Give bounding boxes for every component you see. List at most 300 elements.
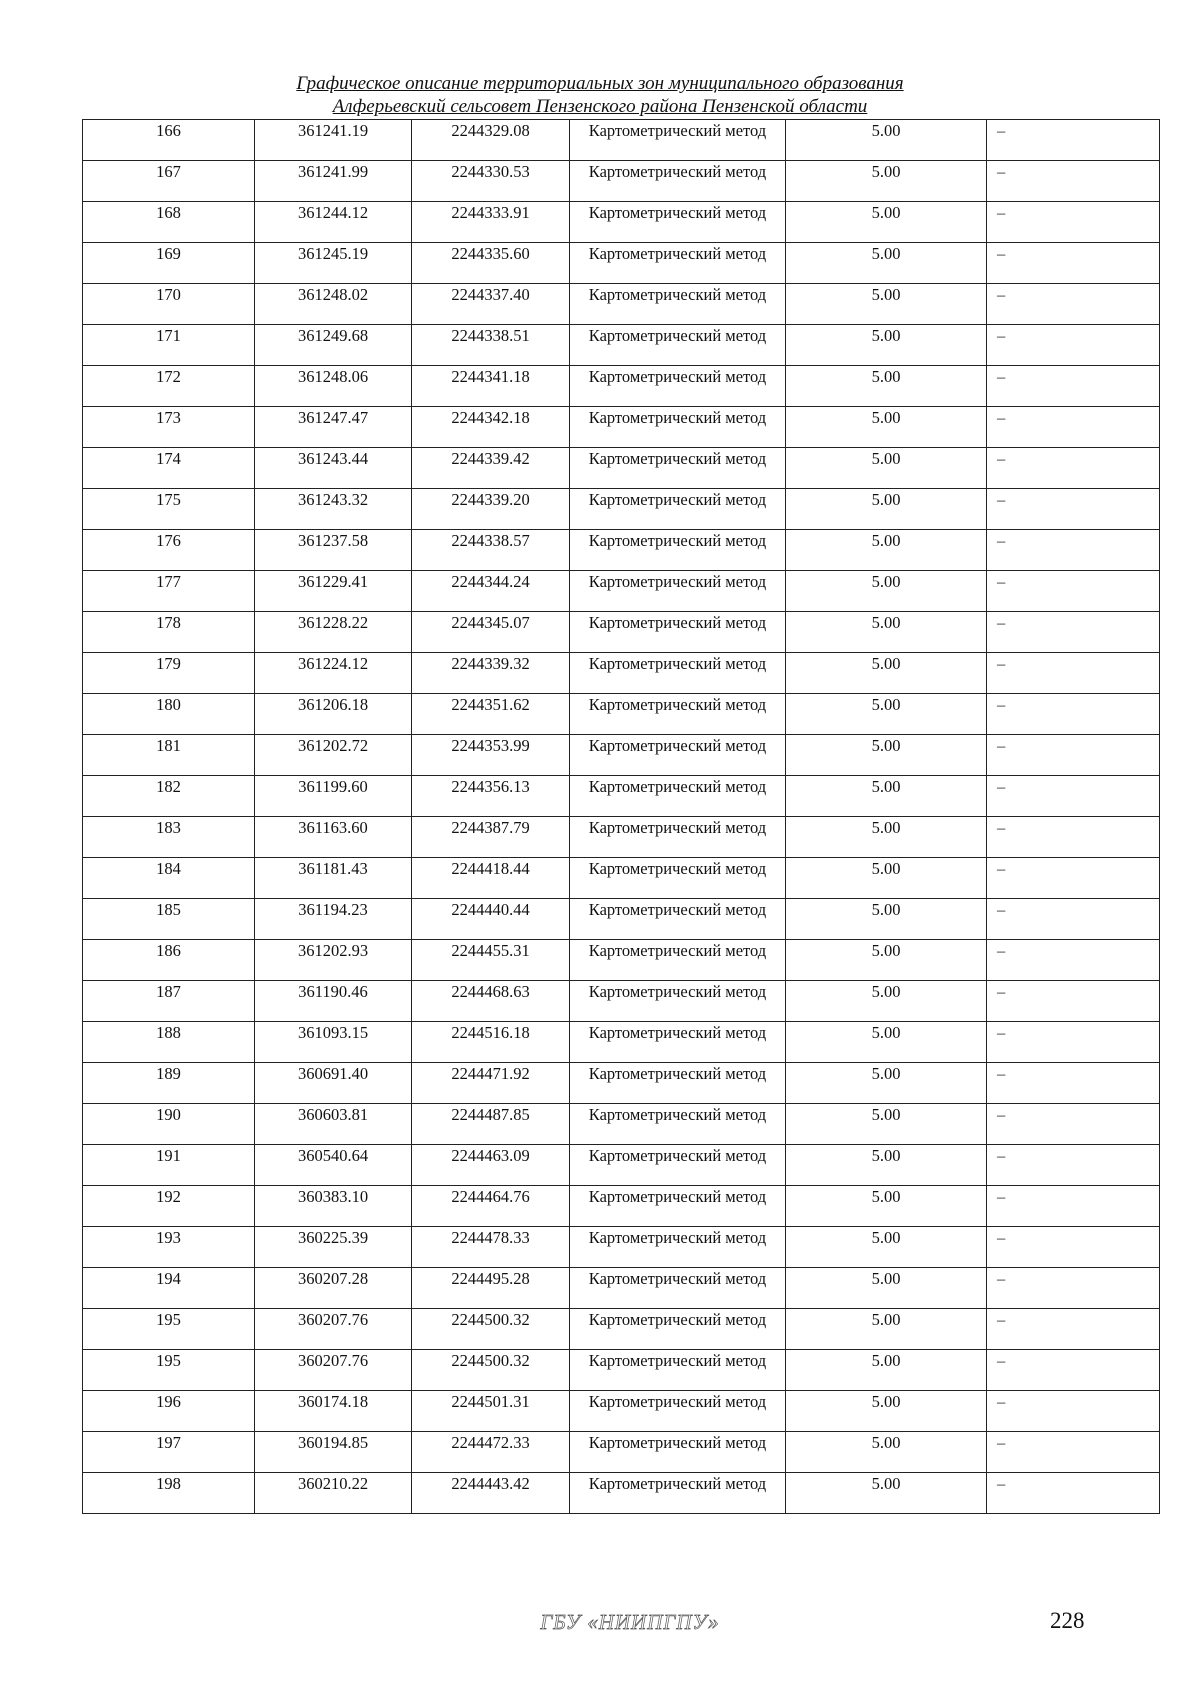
note-cell-text: – bbox=[997, 777, 1006, 796]
note-cell bbox=[987, 1227, 1160, 1268]
x-coordinate-cell bbox=[255, 1227, 412, 1268]
method-cell bbox=[570, 243, 786, 284]
point-number-cell bbox=[83, 653, 255, 694]
note-cell bbox=[987, 489, 1160, 530]
point-number-cell bbox=[83, 1145, 255, 1186]
point-number-cell bbox=[83, 1473, 255, 1514]
y-coordinate-cell-text: 2244333.91 bbox=[451, 203, 530, 222]
method-cell-text: Картометрический метод bbox=[588, 859, 767, 878]
x-coordinate-cell-text: 360210.22 bbox=[297, 1474, 369, 1493]
note-cell bbox=[987, 161, 1160, 202]
x-coordinate-cell-text: 361202.72 bbox=[297, 736, 369, 755]
point-number-cell bbox=[83, 735, 255, 776]
table-row bbox=[83, 530, 1160, 571]
method-cell bbox=[570, 1063, 786, 1104]
accuracy-cell bbox=[786, 325, 987, 366]
y-coordinate-cell-text: 2244342.18 bbox=[451, 408, 530, 427]
y-coordinate-cell bbox=[412, 202, 570, 243]
x-coordinate-cell bbox=[255, 612, 412, 653]
table-row bbox=[83, 1227, 1160, 1268]
accuracy-cell-text: 5.00 bbox=[871, 203, 901, 222]
accuracy-cell-text: 5.00 bbox=[871, 1392, 901, 1411]
y-coordinate-cell-text: 2244501.31 bbox=[451, 1392, 530, 1411]
y-coordinate-cell-text: 2244344.24 bbox=[451, 572, 530, 591]
accuracy-cell bbox=[786, 776, 987, 817]
note-cell-text: – bbox=[997, 1433, 1006, 1452]
header-title-line-2: Алферьевский сельсовет Пензенского района Пензенской области bbox=[332, 96, 868, 117]
method-cell-text: Картометрический метод bbox=[588, 490, 767, 509]
note-cell bbox=[987, 1391, 1160, 1432]
note-cell-text: – bbox=[997, 859, 1006, 878]
note-cell-text: – bbox=[997, 1105, 1006, 1124]
table-row bbox=[83, 612, 1160, 653]
point-number-cell bbox=[83, 284, 255, 325]
table-row bbox=[83, 325, 1160, 366]
point-number-cell bbox=[83, 1104, 255, 1145]
method-cell-text: Картометрический метод bbox=[588, 1187, 767, 1206]
x-coordinate-cell-text: 361241.19 bbox=[297, 121, 369, 140]
y-coordinate-cell bbox=[412, 858, 570, 899]
method-cell bbox=[570, 653, 786, 694]
y-coordinate-cell-text: 2244337.40 bbox=[451, 285, 530, 304]
x-coordinate-cell-text: 361163.60 bbox=[298, 818, 368, 837]
note-cell-text: – bbox=[997, 572, 1006, 591]
point-number-cell-text: 187 bbox=[156, 982, 181, 1001]
accuracy-cell bbox=[786, 1227, 987, 1268]
note-cell bbox=[987, 284, 1160, 325]
table-row bbox=[83, 161, 1160, 202]
y-coordinate-cell-text: 2244353.99 bbox=[451, 736, 530, 755]
y-coordinate-cell bbox=[412, 1186, 570, 1227]
accuracy-cell-text: 5.00 bbox=[871, 531, 901, 550]
accuracy-cell bbox=[786, 120, 987, 161]
note-cell-text: – bbox=[997, 326, 1006, 345]
note-cell bbox=[987, 1063, 1160, 1104]
note-cell-text: – bbox=[997, 1392, 1006, 1411]
note-cell-text: – bbox=[997, 1146, 1006, 1165]
method-cell bbox=[570, 1104, 786, 1145]
x-coordinate-cell bbox=[255, 940, 412, 981]
x-coordinate-cell-text: 361194.23 bbox=[298, 900, 368, 919]
method-cell bbox=[570, 1268, 786, 1309]
point-number-cell bbox=[83, 940, 255, 981]
point-number-cell-text: 189 bbox=[156, 1064, 181, 1083]
method-cell-text: Картометрический метод bbox=[588, 1269, 767, 1288]
y-coordinate-cell bbox=[412, 1104, 570, 1145]
point-number-cell-text: 182 bbox=[156, 777, 181, 796]
table-row bbox=[83, 1104, 1160, 1145]
y-coordinate-cell bbox=[412, 284, 570, 325]
note-cell bbox=[987, 1268, 1160, 1309]
method-cell bbox=[570, 940, 786, 981]
note-cell-text: – bbox=[997, 695, 1006, 714]
point-number-cell bbox=[83, 1432, 255, 1473]
table-row bbox=[83, 1268, 1160, 1309]
method-cell bbox=[570, 202, 786, 243]
accuracy-cell bbox=[786, 653, 987, 694]
accuracy-cell-text: 5.00 bbox=[871, 859, 901, 878]
accuracy-cell-text: 5.00 bbox=[871, 654, 901, 673]
note-cell-text: – bbox=[997, 654, 1006, 673]
point-number-cell-text: 167 bbox=[156, 162, 181, 181]
accuracy-cell-text: 5.00 bbox=[871, 244, 901, 263]
method-cell-text: Картометрический метод bbox=[588, 1146, 767, 1165]
method-cell bbox=[570, 612, 786, 653]
accuracy-cell bbox=[786, 1186, 987, 1227]
note-cell-text: – bbox=[997, 613, 1006, 632]
accuracy-cell bbox=[786, 1104, 987, 1145]
y-coordinate-cell-text: 2244338.51 bbox=[451, 326, 530, 345]
note-cell-text: – bbox=[997, 736, 1006, 755]
y-coordinate-cell-text: 2244468.63 bbox=[451, 982, 530, 1001]
point-number-cell bbox=[83, 243, 255, 284]
x-coordinate-cell bbox=[255, 653, 412, 694]
table-row bbox=[83, 571, 1160, 612]
note-cell bbox=[987, 1145, 1160, 1186]
x-coordinate-cell-text: 361244.12 bbox=[297, 203, 369, 222]
y-coordinate-cell bbox=[412, 694, 570, 735]
x-coordinate-cell bbox=[255, 776, 412, 817]
y-coordinate-cell bbox=[412, 1432, 570, 1473]
method-cell-text: Картометрический метод bbox=[588, 531, 767, 550]
note-cell bbox=[987, 202, 1160, 243]
accuracy-cell bbox=[786, 1145, 987, 1186]
x-coordinate-cell-text: 361241.99 bbox=[297, 162, 369, 181]
accuracy-cell bbox=[786, 1268, 987, 1309]
point-number-cell-text: 173 bbox=[156, 408, 181, 427]
note-cell bbox=[987, 1104, 1160, 1145]
point-number-cell bbox=[83, 1268, 255, 1309]
x-coordinate-cell bbox=[255, 1309, 412, 1350]
accuracy-cell-text: 5.00 bbox=[871, 449, 901, 468]
coordinates-table bbox=[82, 119, 1160, 1514]
footer-organization: ГБУ «НИИПГПУ» bbox=[540, 1610, 720, 1634]
method-cell-text: Картометрический метод bbox=[588, 1228, 767, 1247]
point-number-cell bbox=[83, 571, 255, 612]
method-cell bbox=[570, 1309, 786, 1350]
point-number-cell-text: 176 bbox=[156, 531, 181, 550]
x-coordinate-cell-text: 361249.68 bbox=[297, 326, 369, 345]
method-cell-text: Картометрический метод bbox=[588, 203, 767, 222]
note-cell bbox=[987, 120, 1160, 161]
table-row bbox=[83, 1063, 1160, 1104]
x-coordinate-cell bbox=[255, 243, 412, 284]
accuracy-cell bbox=[786, 243, 987, 284]
note-cell-text: – bbox=[997, 1269, 1006, 1288]
y-coordinate-cell bbox=[412, 735, 570, 776]
y-coordinate-cell bbox=[412, 448, 570, 489]
x-coordinate-cell bbox=[255, 407, 412, 448]
note-cell-text: – bbox=[997, 818, 1006, 837]
accuracy-cell-text: 5.00 bbox=[871, 1023, 901, 1042]
accuracy-cell-text: 5.00 bbox=[871, 777, 901, 796]
table-row bbox=[83, 243, 1160, 284]
note-cell bbox=[987, 981, 1160, 1022]
accuracy-cell bbox=[786, 448, 987, 489]
method-cell-text: Картометрический метод bbox=[588, 613, 767, 632]
x-coordinate-cell bbox=[255, 1104, 412, 1145]
y-coordinate-cell-text: 2244387.79 bbox=[451, 818, 530, 837]
x-coordinate-cell-text: 361229.41 bbox=[297, 572, 369, 591]
x-coordinate-cell bbox=[255, 1022, 412, 1063]
y-coordinate-cell-text: 2244329.08 bbox=[451, 121, 530, 140]
x-coordinate-cell-text: 361206.18 bbox=[297, 695, 369, 714]
x-coordinate-cell-text: 361243.44 bbox=[297, 449, 369, 468]
method-cell-text: Картометрический метод bbox=[588, 1310, 767, 1329]
method-cell-text: Картометрический метод bbox=[588, 900, 767, 919]
point-number-cell-text: 197 bbox=[156, 1433, 181, 1452]
method-cell bbox=[570, 981, 786, 1022]
x-coordinate-cell-text: 361202.93 bbox=[297, 941, 369, 960]
note-cell bbox=[987, 735, 1160, 776]
x-coordinate-cell-text: 360225.39 bbox=[297, 1228, 369, 1247]
point-number-cell-text: 166 bbox=[156, 121, 181, 140]
method-cell-text: Картометрический метод bbox=[588, 941, 767, 960]
y-coordinate-cell bbox=[412, 1022, 570, 1063]
x-coordinate-cell bbox=[255, 694, 412, 735]
x-coordinate-cell bbox=[255, 284, 412, 325]
method-cell bbox=[570, 489, 786, 530]
y-coordinate-cell-text: 2244440.44 bbox=[451, 900, 530, 919]
method-cell-text: Картометрический метод bbox=[588, 654, 767, 673]
point-number-cell bbox=[83, 1309, 255, 1350]
point-number-cell bbox=[83, 1022, 255, 1063]
accuracy-cell bbox=[786, 489, 987, 530]
note-cell bbox=[987, 448, 1160, 489]
x-coordinate-cell bbox=[255, 858, 412, 899]
y-coordinate-cell-text: 2244472.33 bbox=[451, 1433, 530, 1452]
page-header bbox=[0, 72, 1200, 118]
method-cell-text: Картометрический метод bbox=[588, 162, 767, 181]
table-row bbox=[83, 1391, 1160, 1432]
point-number-cell-text: 170 bbox=[156, 285, 181, 304]
table-row bbox=[83, 1432, 1160, 1473]
table-row bbox=[83, 776, 1160, 817]
point-number-cell bbox=[83, 612, 255, 653]
point-number-cell bbox=[83, 202, 255, 243]
point-number-cell-text: 190 bbox=[156, 1105, 181, 1124]
point-number-cell bbox=[83, 366, 255, 407]
point-number-cell bbox=[83, 1063, 255, 1104]
y-coordinate-cell-text: 2244500.32 bbox=[451, 1310, 530, 1329]
table-row bbox=[83, 1145, 1160, 1186]
accuracy-cell-text: 5.00 bbox=[871, 121, 901, 140]
y-coordinate-cell bbox=[412, 1268, 570, 1309]
method-cell-text: Картометрический метод bbox=[588, 1433, 767, 1452]
method-cell-text: Картометрический метод bbox=[588, 982, 767, 1001]
y-coordinate-cell bbox=[412, 981, 570, 1022]
accuracy-cell-text: 5.00 bbox=[871, 162, 901, 181]
x-coordinate-cell bbox=[255, 571, 412, 612]
note-cell-text: – bbox=[997, 162, 1006, 181]
accuracy-cell-text: 5.00 bbox=[871, 1064, 901, 1083]
x-coordinate-cell-text: 361093.15 bbox=[297, 1023, 369, 1042]
table-row bbox=[83, 1473, 1160, 1514]
accuracy-cell bbox=[786, 1022, 987, 1063]
table-row bbox=[83, 858, 1160, 899]
method-cell bbox=[570, 120, 786, 161]
x-coordinate-cell-text: 361224.12 bbox=[297, 654, 369, 673]
table-row bbox=[83, 366, 1160, 407]
x-coordinate-cell-text: 360383.10 bbox=[297, 1187, 369, 1206]
point-number-cell-text: 172 bbox=[156, 367, 181, 386]
note-cell-text: – bbox=[997, 408, 1006, 427]
x-coordinate-cell bbox=[255, 366, 412, 407]
accuracy-cell bbox=[786, 981, 987, 1022]
method-cell bbox=[570, 1186, 786, 1227]
accuracy-cell-text: 5.00 bbox=[871, 1187, 901, 1206]
method-cell bbox=[570, 1391, 786, 1432]
accuracy-cell-text: 5.00 bbox=[871, 285, 901, 304]
note-cell bbox=[987, 366, 1160, 407]
note-cell-text: – bbox=[997, 203, 1006, 222]
accuracy-cell bbox=[786, 161, 987, 202]
x-coordinate-cell bbox=[255, 1473, 412, 1514]
note-cell bbox=[987, 325, 1160, 366]
point-number-cell-text: 184 bbox=[156, 859, 181, 878]
method-cell bbox=[570, 448, 786, 489]
point-number-cell bbox=[83, 1186, 255, 1227]
point-number-cell-text: 175 bbox=[156, 490, 181, 509]
y-coordinate-cell bbox=[412, 407, 570, 448]
point-number-cell bbox=[83, 448, 255, 489]
table-row bbox=[83, 653, 1160, 694]
y-coordinate-cell-text: 2244339.42 bbox=[451, 449, 530, 468]
accuracy-cell-text: 5.00 bbox=[871, 900, 901, 919]
accuracy-cell-text: 5.00 bbox=[871, 695, 901, 714]
table-row bbox=[83, 694, 1160, 735]
method-cell-text: Картометрический метод bbox=[588, 408, 767, 427]
accuracy-cell bbox=[786, 899, 987, 940]
y-coordinate-cell-text: 2244338.57 bbox=[451, 531, 530, 550]
method-cell-text: Картометрический метод bbox=[588, 695, 767, 714]
accuracy-cell bbox=[786, 694, 987, 735]
y-coordinate-cell-text: 2244351.62 bbox=[451, 695, 530, 714]
x-coordinate-cell-text: 360603.81 bbox=[297, 1105, 369, 1124]
y-coordinate-cell bbox=[412, 120, 570, 161]
y-coordinate-cell bbox=[412, 776, 570, 817]
accuracy-cell-text: 5.00 bbox=[871, 1474, 901, 1493]
point-number-cell-text: 171 bbox=[156, 326, 181, 345]
table-row bbox=[83, 407, 1160, 448]
point-number-cell bbox=[83, 899, 255, 940]
method-cell bbox=[570, 571, 786, 612]
table-row bbox=[83, 448, 1160, 489]
y-coordinate-cell-text: 2244495.28 bbox=[451, 1269, 530, 1288]
point-number-cell bbox=[83, 817, 255, 858]
x-coordinate-cell-text: 361237.58 bbox=[297, 531, 369, 550]
note-cell bbox=[987, 1022, 1160, 1063]
note-cell bbox=[987, 1473, 1160, 1514]
page-number: 228 bbox=[1050, 1608, 1085, 1633]
note-cell bbox=[987, 1186, 1160, 1227]
accuracy-cell bbox=[786, 366, 987, 407]
note-cell bbox=[987, 858, 1160, 899]
accuracy-cell bbox=[786, 940, 987, 981]
point-number-cell bbox=[83, 776, 255, 817]
point-number-cell bbox=[83, 530, 255, 571]
y-coordinate-cell-text: 2244455.31 bbox=[451, 941, 530, 960]
accuracy-cell-text: 5.00 bbox=[871, 818, 901, 837]
x-coordinate-cell-text: 360691.40 bbox=[297, 1064, 369, 1083]
point-number-cell-text: 178 bbox=[156, 613, 181, 632]
y-coordinate-cell-text: 2244418.44 bbox=[451, 859, 530, 878]
y-coordinate-cell bbox=[412, 940, 570, 981]
accuracy-cell bbox=[786, 1432, 987, 1473]
method-cell bbox=[570, 1350, 786, 1391]
method-cell bbox=[570, 1432, 786, 1473]
accuracy-cell bbox=[786, 817, 987, 858]
point-number-cell bbox=[83, 161, 255, 202]
note-cell-text: – bbox=[997, 490, 1006, 509]
note-cell-text: – bbox=[997, 1351, 1006, 1370]
accuracy-cell bbox=[786, 735, 987, 776]
y-coordinate-cell bbox=[412, 530, 570, 571]
method-cell-text: Картометрический метод bbox=[588, 121, 767, 140]
point-number-cell-text: 180 bbox=[156, 695, 181, 714]
point-number-cell-text: 179 bbox=[156, 654, 181, 673]
page-footer bbox=[0, 1610, 1200, 1640]
note-cell bbox=[987, 530, 1160, 571]
point-number-cell-text: 177 bbox=[156, 572, 181, 591]
note-cell-text: – bbox=[997, 367, 1006, 386]
note-cell-text: – bbox=[997, 1023, 1006, 1042]
y-coordinate-cell bbox=[412, 161, 570, 202]
point-number-cell bbox=[83, 1391, 255, 1432]
y-coordinate-cell bbox=[412, 325, 570, 366]
accuracy-cell-text: 5.00 bbox=[871, 1433, 901, 1452]
note-cell-text: – bbox=[997, 531, 1006, 550]
method-cell bbox=[570, 735, 786, 776]
table-row bbox=[83, 1309, 1160, 1350]
y-coordinate-cell bbox=[412, 1145, 570, 1186]
note-cell-text: – bbox=[997, 1228, 1006, 1247]
y-coordinate-cell bbox=[412, 366, 570, 407]
x-coordinate-cell bbox=[255, 1350, 412, 1391]
x-coordinate-cell-text: 361228.22 bbox=[297, 613, 369, 632]
table-row bbox=[83, 981, 1160, 1022]
y-coordinate-cell-text: 2244356.13 bbox=[451, 777, 530, 796]
method-cell-text: Картометрический метод bbox=[588, 1064, 767, 1083]
x-coordinate-cell-text: 361248.06 bbox=[297, 367, 369, 386]
note-cell bbox=[987, 1432, 1160, 1473]
point-number-cell-text: 169 bbox=[156, 244, 181, 263]
x-coordinate-cell bbox=[255, 161, 412, 202]
accuracy-cell-text: 5.00 bbox=[871, 1310, 901, 1329]
table-row bbox=[83, 817, 1160, 858]
method-cell-text: Картометрический метод bbox=[588, 244, 767, 263]
note-cell bbox=[987, 817, 1160, 858]
point-number-cell-text: 194 bbox=[156, 1269, 181, 1288]
y-coordinate-cell-text: 2244330.53 bbox=[451, 162, 530, 181]
method-cell bbox=[570, 325, 786, 366]
x-coordinate-cell bbox=[255, 202, 412, 243]
y-coordinate-cell-text: 2244487.85 bbox=[451, 1105, 530, 1124]
note-cell-text: – bbox=[997, 1064, 1006, 1083]
note-cell-text: – bbox=[997, 1310, 1006, 1329]
accuracy-cell bbox=[786, 1350, 987, 1391]
accuracy-cell bbox=[786, 1309, 987, 1350]
accuracy-cell-text: 5.00 bbox=[871, 490, 901, 509]
y-coordinate-cell bbox=[412, 1473, 570, 1514]
table-row bbox=[83, 120, 1160, 161]
method-cell bbox=[570, 899, 786, 940]
point-number-cell bbox=[83, 1350, 255, 1391]
method-cell bbox=[570, 530, 786, 571]
point-number-cell-text: 195 bbox=[156, 1351, 181, 1370]
y-coordinate-cell-text: 2244339.20 bbox=[451, 490, 530, 509]
x-coordinate-cell bbox=[255, 489, 412, 530]
